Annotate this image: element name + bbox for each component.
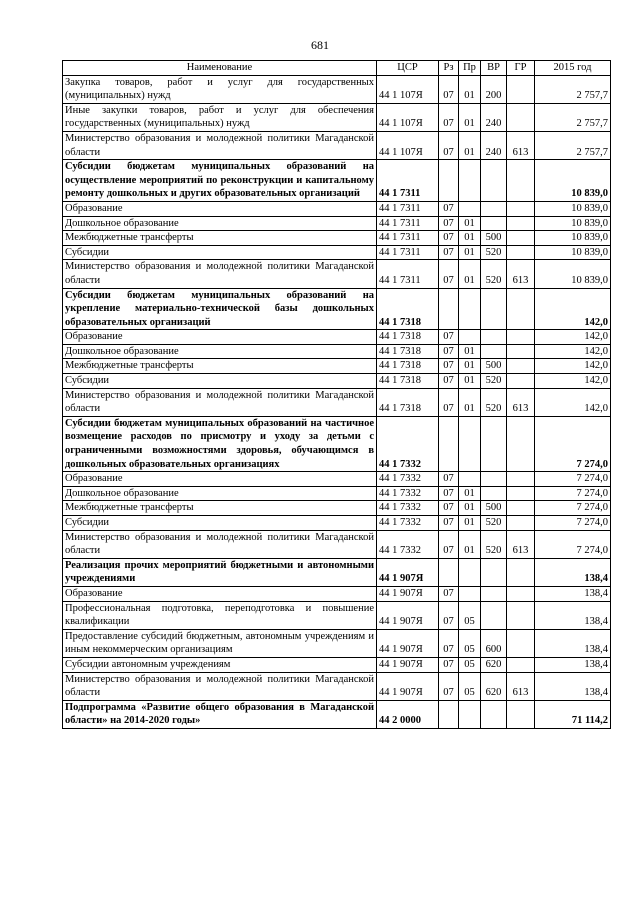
cell-gr: 613 (507, 388, 535, 416)
cell-vr: 520 (481, 516, 507, 531)
cell-name: Министерство образования и молодежной политики Магаданской области (63, 260, 377, 288)
cell-csr: 44 1 7318 (377, 359, 439, 374)
table-row (63, 231, 611, 246)
cell-rz: 07 (439, 501, 459, 516)
cell-pr: 05 (459, 657, 481, 672)
cell-csr: 44 1 7311 (377, 231, 439, 246)
table-row (63, 245, 611, 260)
cell-name: Субсидии бюджетам муниципальных образований на осуществление мероприятий по реконструкции и капитальному ремонту дошкольных и других образовательных организаций (63, 160, 377, 202)
cell-pr: 01 (459, 374, 481, 389)
cell-gr (507, 359, 535, 374)
cell-gr (507, 288, 535, 330)
cell-csr: 44 1 907Я (377, 586, 439, 601)
cell-csr: 44 1 7332 (377, 486, 439, 501)
cell-gr (507, 472, 535, 487)
table-row (63, 486, 611, 501)
cell-gr (507, 629, 535, 657)
cell-rz: 07 (439, 472, 459, 487)
cell-amount: 2 757,7 (535, 103, 611, 131)
cell-name: Субсидии (63, 516, 377, 531)
cell-name: Субсидии (63, 245, 377, 260)
page-number: 681 (311, 38, 329, 52)
header-vr: ВР (481, 61, 507, 76)
cell-rz: 07 (439, 374, 459, 389)
cell-vr (481, 601, 507, 629)
cell-gr: 613 (507, 530, 535, 558)
cell-rz: 07 (439, 231, 459, 246)
cell-rz: 07 (439, 201, 459, 216)
cell-amount: 10 839,0 (535, 201, 611, 216)
cell-name: Образование (63, 586, 377, 601)
cell-gr (507, 374, 535, 389)
cell-rz: 07 (439, 245, 459, 260)
cell-rz: 07 (439, 103, 459, 131)
cell-vr: 620 (481, 657, 507, 672)
table-row (63, 201, 611, 216)
cell-amount: 7 274,0 (535, 501, 611, 516)
cell-amount: 142,0 (535, 288, 611, 330)
cell-gr: 613 (507, 131, 535, 159)
cell-pr: 01 (459, 231, 481, 246)
cell-pr: 05 (459, 672, 481, 700)
cell-gr (507, 501, 535, 516)
table-body (63, 75, 611, 728)
cell-amount: 142,0 (535, 330, 611, 345)
cell-rz: 07 (439, 516, 459, 531)
table-row (63, 288, 611, 330)
cell-vr (481, 416, 507, 471)
cell-pr: 05 (459, 601, 481, 629)
table-header-row (63, 61, 611, 76)
cell-gr (507, 586, 535, 601)
table-row (63, 586, 611, 601)
cell-rz: 07 (439, 486, 459, 501)
table-row (63, 160, 611, 202)
cell-pr: 01 (459, 216, 481, 231)
cell-name: Дошкольное образование (63, 216, 377, 231)
cell-csr: 44 1 907Я (377, 558, 439, 586)
cell-gr (507, 103, 535, 131)
cell-pr: 01 (459, 75, 481, 103)
cell-pr: 01 (459, 344, 481, 359)
table-row (63, 359, 611, 374)
cell-csr: 44 1 907Я (377, 672, 439, 700)
table-row (63, 530, 611, 558)
cell-rz: 07 (439, 75, 459, 103)
cell-csr: 44 1 7332 (377, 530, 439, 558)
cell-pr (459, 288, 481, 330)
cell-csr: 44 1 107Я (377, 131, 439, 159)
cell-csr: 44 1 7332 (377, 416, 439, 471)
cell-pr (459, 201, 481, 216)
cell-csr: 44 1 7318 (377, 288, 439, 330)
cell-pr (459, 700, 481, 728)
cell-vr (481, 472, 507, 487)
table-row (63, 216, 611, 231)
cell-rz: 07 (439, 601, 459, 629)
header-name: Наименование (63, 61, 377, 76)
cell-rz: 07 (439, 586, 459, 601)
cell-vr (481, 216, 507, 231)
cell-csr: 44 1 907Я (377, 629, 439, 657)
cell-csr: 44 1 7332 (377, 516, 439, 531)
cell-name: Иные закупки товаров, работ и услуг для обеспечения государственных (муниципальных) нужд (63, 103, 377, 131)
cell-amount: 138,4 (535, 657, 611, 672)
cell-pr: 01 (459, 516, 481, 531)
cell-name: Межбюджетные трансферты (63, 231, 377, 246)
cell-csr: 44 1 107Я (377, 75, 439, 103)
cell-vr (481, 344, 507, 359)
cell-csr: 44 1 7311 (377, 216, 439, 231)
cell-csr: 44 1 7311 (377, 201, 439, 216)
cell-name: Образование (63, 472, 377, 487)
cell-pr: 01 (459, 131, 481, 159)
cell-pr: 01 (459, 245, 481, 260)
cell-amount: 7 274,0 (535, 516, 611, 531)
cell-amount: 10 839,0 (535, 216, 611, 231)
cell-rz: 07 (439, 530, 459, 558)
cell-amount: 10 839,0 (535, 245, 611, 260)
cell-vr: 500 (481, 359, 507, 374)
cell-csr: 44 1 7311 (377, 245, 439, 260)
table-row (63, 501, 611, 516)
cell-amount: 10 839,0 (535, 231, 611, 246)
cell-amount: 7 274,0 (535, 530, 611, 558)
cell-gr (507, 700, 535, 728)
table-row (63, 75, 611, 103)
cell-vr (481, 700, 507, 728)
cell-csr: 44 1 7318 (377, 330, 439, 345)
cell-vr (481, 288, 507, 330)
cell-name: Образование (63, 330, 377, 345)
cell-pr (459, 558, 481, 586)
table-row (63, 657, 611, 672)
cell-vr: 520 (481, 374, 507, 389)
table-row (63, 601, 611, 629)
cell-rz (439, 288, 459, 330)
cell-rz: 07 (439, 260, 459, 288)
cell-name: Предоставление субсидий бюджетным, автономным учреждениям и иным некоммерческим организациям (63, 629, 377, 657)
cell-name: Субсидии автономным учреждениям (63, 657, 377, 672)
cell-gr (507, 201, 535, 216)
cell-name: Межбюджетные трансферты (63, 501, 377, 516)
cell-rz (439, 558, 459, 586)
cell-name: Субсидии (63, 374, 377, 389)
cell-rz: 07 (439, 216, 459, 231)
table-row (63, 330, 611, 345)
cell-name: Министерство образования и молодежной политики Магаданской области (63, 388, 377, 416)
cell-pr: 01 (459, 501, 481, 516)
cell-name: Субсидии бюджетам муниципальных образований на укрепление материально-технической базы дошкольных образовательных организаций (63, 288, 377, 330)
cell-rz: 07 (439, 131, 459, 159)
table-row (63, 260, 611, 288)
cell-name: Субсидии бюджетам муниципальных образований на частичное возмещение расходов по присмотру и уходу за детьми с ограниченными возможностями здоровья, обучающимся в дошкольных образовательных организациях (63, 416, 377, 471)
header-gr: ГР (507, 61, 535, 76)
cell-csr: 44 1 7318 (377, 388, 439, 416)
cell-rz: 07 (439, 359, 459, 374)
header-year: 2015 год (535, 61, 611, 76)
cell-gr (507, 245, 535, 260)
table-row (63, 131, 611, 159)
cell-csr: 44 1 7332 (377, 472, 439, 487)
cell-rz: 07 (439, 388, 459, 416)
cell-gr (507, 516, 535, 531)
cell-vr (481, 486, 507, 501)
cell-vr: 200 (481, 75, 507, 103)
cell-amount: 2 757,7 (535, 75, 611, 103)
cell-gr (507, 330, 535, 345)
cell-amount: 142,0 (535, 374, 611, 389)
header-csr: ЦСР (377, 61, 439, 76)
cell-name: Министерство образования и молодежной политики Магаданской области (63, 530, 377, 558)
cell-vr: 520 (481, 388, 507, 416)
cell-gr (507, 558, 535, 586)
cell-amount: 71 114,2 (535, 700, 611, 728)
cell-gr (507, 601, 535, 629)
cell-rz (439, 700, 459, 728)
table-row (63, 344, 611, 359)
cell-pr (459, 586, 481, 601)
cell-gr (507, 486, 535, 501)
table-row (63, 516, 611, 531)
cell-name: Реализация прочих мероприятий бюджетными и автономными учреждениями (63, 558, 377, 586)
cell-name: Образование (63, 201, 377, 216)
cell-rz (439, 160, 459, 202)
cell-vr (481, 160, 507, 202)
header-pr: Пр (459, 61, 481, 76)
cell-vr (481, 558, 507, 586)
cell-vr (481, 201, 507, 216)
table-row (63, 103, 611, 131)
cell-vr: 600 (481, 629, 507, 657)
cell-vr: 240 (481, 103, 507, 131)
cell-csr: 44 1 7318 (377, 344, 439, 359)
cell-name: Дошкольное образование (63, 486, 377, 501)
cell-csr: 44 1 7311 (377, 160, 439, 202)
cell-pr: 01 (459, 359, 481, 374)
table-row (63, 416, 611, 471)
budget-table (62, 60, 611, 729)
table-row (63, 374, 611, 389)
cell-name: Профессиональная подготовка, переподготовка и повышение квалификации (63, 601, 377, 629)
cell-name: Министерство образования и молодежной политики Магаданской области (63, 131, 377, 159)
cell-gr (507, 216, 535, 231)
cell-rz (439, 416, 459, 471)
cell-pr: 01 (459, 486, 481, 501)
cell-name: Межбюджетные трансферты (63, 359, 377, 374)
cell-pr (459, 416, 481, 471)
cell-amount: 138,4 (535, 558, 611, 586)
cell-gr (507, 160, 535, 202)
cell-amount: 138,4 (535, 672, 611, 700)
cell-pr (459, 472, 481, 487)
cell-pr: 05 (459, 629, 481, 657)
table-row (63, 672, 611, 700)
cell-name: Закупка товаров, работ и услуг для государственных (муниципальных) нужд (63, 75, 377, 103)
table-row (63, 629, 611, 657)
cell-vr: 240 (481, 131, 507, 159)
cell-pr: 01 (459, 530, 481, 558)
cell-name: Министерство образования и молодежной политики Магаданской области (63, 672, 377, 700)
cell-csr: 44 1 7318 (377, 374, 439, 389)
cell-gr (507, 416, 535, 471)
cell-amount: 138,4 (535, 601, 611, 629)
cell-amount: 142,0 (535, 359, 611, 374)
cell-csr: 44 1 907Я (377, 601, 439, 629)
cell-vr: 520 (481, 530, 507, 558)
cell-amount: 7 274,0 (535, 486, 611, 501)
cell-rz: 07 (439, 657, 459, 672)
cell-amount: 142,0 (535, 344, 611, 359)
cell-vr: 500 (481, 231, 507, 246)
cell-csr: 44 1 7332 (377, 501, 439, 516)
cell-amount: 138,4 (535, 586, 611, 601)
cell-pr (459, 160, 481, 202)
cell-name: Подпрограмма «Развитие общего образования в Магаданской области» на 2014-2020 годы» (63, 700, 377, 728)
cell-gr (507, 231, 535, 246)
cell-name: Дошкольное образование (63, 344, 377, 359)
table-row (63, 388, 611, 416)
cell-pr: 01 (459, 103, 481, 131)
cell-amount: 10 839,0 (535, 160, 611, 202)
cell-rz: 07 (439, 344, 459, 359)
cell-csr: 44 1 107Я (377, 103, 439, 131)
cell-gr (507, 657, 535, 672)
cell-vr (481, 330, 507, 345)
cell-vr (481, 586, 507, 601)
cell-rz: 07 (439, 672, 459, 700)
cell-pr: 01 (459, 260, 481, 288)
cell-vr: 620 (481, 672, 507, 700)
cell-amount: 2 757,7 (535, 131, 611, 159)
cell-amount: 7 274,0 (535, 472, 611, 487)
cell-pr: 01 (459, 388, 481, 416)
cell-gr (507, 344, 535, 359)
cell-gr: 613 (507, 672, 535, 700)
cell-rz: 07 (439, 629, 459, 657)
cell-csr: 44 1 907Я (377, 657, 439, 672)
cell-rz: 07 (439, 330, 459, 345)
cell-csr: 44 1 7311 (377, 260, 439, 288)
cell-pr (459, 330, 481, 345)
cell-amount: 7 274,0 (535, 416, 611, 471)
cell-amount: 10 839,0 (535, 260, 611, 288)
cell-csr: 44 2 0000 (377, 700, 439, 728)
cell-amount: 138,4 (535, 629, 611, 657)
cell-amount: 142,0 (535, 388, 611, 416)
cell-vr: 500 (481, 501, 507, 516)
cell-vr: 520 (481, 245, 507, 260)
cell-vr: 520 (481, 260, 507, 288)
cell-gr (507, 75, 535, 103)
table-row (63, 558, 611, 586)
header-rz: Рз (439, 61, 459, 76)
cell-gr: 613 (507, 260, 535, 288)
table-row (63, 700, 611, 728)
table-row (63, 472, 611, 487)
